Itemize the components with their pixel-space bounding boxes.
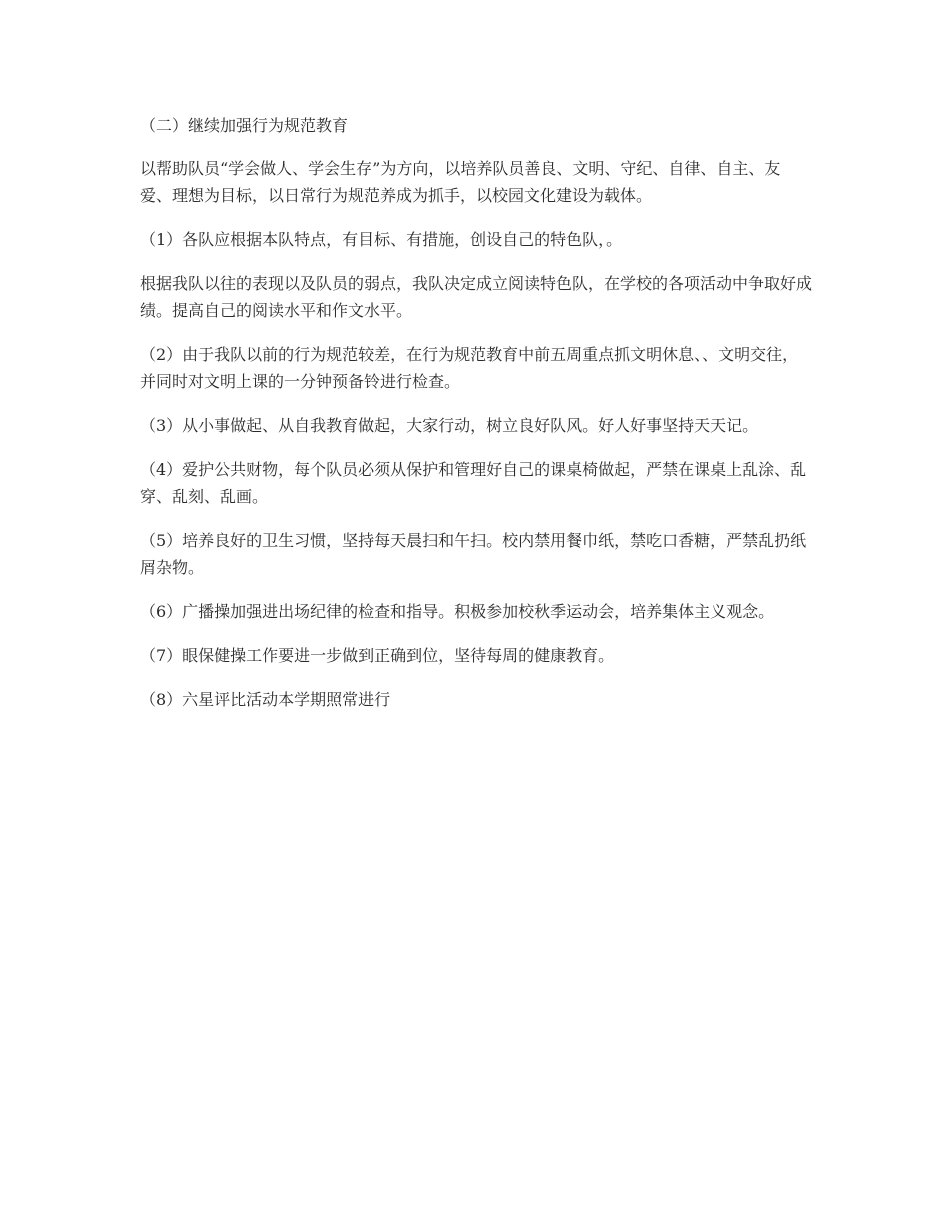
paragraph-item-2: （2）由于我队以前的行为规范较差，在行为规范教育中前五周重点抓文明休息、、文明交往，并同时对文明上课的一分钟预备铃进行检查。 [140,345,799,391]
paragraph-reading-team: 根据我队以往的表现以及队员的弱点，我队决定成立阅读特色队，在学校的各项活动中争取好成绩。提高自己的阅读水平和作文水平。 [140,274,813,320]
paragraph-intro: 以帮助队员“学会做人、学会生存”为方向，以培养队员善良、文明、守纪、自律、自主、友爱、理想为目标，以日常行为规范养成为抓手，以校园文化建设为载体。 [140,159,781,205]
paragraph-item-6: （6）广播操加强进出场纪律的检查和指导。积极参加校秋季运动会，培养集体主义观念。 [140,602,775,621]
paragraph-item-1: （1）各队应根据本队特点，有目标、有措施，创设自己的特色队，。 [140,230,623,249]
paragraph-item-5: （5）培养良好的卫生习惯，坚持每天晨扫和午扫。校内禁用餐巾纸，禁吃口香糖，严禁乱扔纸屑杂物。 [140,531,807,577]
section-heading: （二）继续加强行为规范教育 [140,116,349,135]
paragraph-item-8: （8）六星评比活动本学期照常进行 [140,690,391,709]
document-body [140,112,812,730]
paragraph-item-4: （4）爱护公共财物，每个队员必须从保护和管理好自己的课桌椅做起，严禁在课桌上乱涂、乱穿、乱刻、乱画。 [140,460,807,506]
paragraph-item-7: （7）眼保健操工作要进一步做到正确到位，坚待每周的健康教育。 [140,646,615,665]
paragraph-item-3: （3）从小事做起、从自我教育做起，大家行动，树立良好队风。好人好事坚持天天记。 [140,416,759,435]
